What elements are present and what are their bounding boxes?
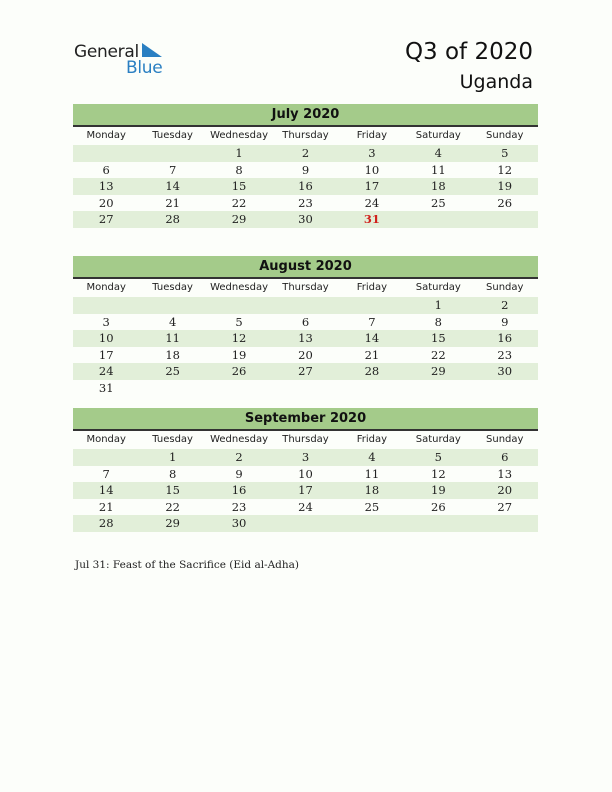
day-cell	[73, 145, 139, 162]
weekday-label: Monday	[86, 130, 126, 141]
day-cell: 14	[364, 331, 380, 346]
day-cell	[472, 211, 538, 228]
day-cell	[139, 380, 205, 397]
weekday-label: Tuesday	[152, 130, 193, 141]
month-calendar-july	[73, 104, 538, 228]
day-cell: 12	[497, 162, 513, 177]
weekday-label: Friday	[356, 282, 388, 293]
week-row	[73, 466, 538, 483]
month-weeks	[73, 297, 538, 397]
day-cell: 10	[98, 331, 114, 346]
month-weeks	[73, 145, 538, 228]
day-cell: 4	[368, 450, 376, 464]
day-cell: 9	[235, 466, 243, 481]
week-row	[73, 297, 538, 314]
day-cell: 8	[168, 466, 177, 481]
week-row	[73, 515, 538, 532]
day-cell	[405, 515, 471, 532]
day-cell: 15	[431, 331, 446, 346]
day-cell: 19	[231, 347, 247, 362]
day-cell: 5	[501, 146, 509, 160]
day-cell: 21	[165, 195, 180, 210]
weekday-label: Friday	[356, 130, 388, 141]
day-cell: 8	[434, 314, 442, 329]
country-name: Uganda	[459, 71, 533, 93]
day-cell: 28	[364, 364, 380, 379]
month-header: September 2020	[73, 408, 538, 431]
day-cell: 23	[231, 499, 247, 514]
day-cell: 25	[165, 364, 180, 379]
day-cell: 3	[102, 314, 110, 329]
day-cell: 21	[364, 347, 380, 362]
day-cell: 2	[301, 146, 310, 160]
day-cell: 20	[298, 347, 313, 362]
month-calendar-august	[73, 256, 538, 397]
weekday-label: Thursday	[282, 434, 329, 445]
day-cell: 23	[497, 347, 513, 362]
day-cell	[272, 515, 338, 532]
day-cell: 18	[431, 179, 446, 194]
day-cell: 6	[102, 162, 110, 177]
holiday-notes	[75, 559, 299, 571]
day-cell: 3	[301, 450, 310, 464]
day-cell: 15	[231, 179, 247, 194]
day-cell: 15	[165, 483, 180, 498]
day-cell: 29	[165, 516, 180, 531]
weekday-label: Sunday	[486, 130, 524, 141]
day-cell	[339, 380, 405, 397]
week-row	[73, 499, 538, 516]
weekday-label: Wednesday	[210, 282, 268, 293]
weekday-label: Thursday	[282, 130, 329, 141]
day-cell: 17	[298, 483, 313, 498]
day-cell: 20	[497, 483, 513, 498]
month-calendar-september	[73, 408, 538, 532]
day-cell: 7	[102, 466, 110, 481]
day-cell: 3	[368, 146, 376, 160]
day-cell	[73, 297, 139, 314]
month-weeks	[73, 449, 538, 532]
week-row	[73, 195, 538, 212]
day-cell	[139, 145, 205, 162]
day-cell	[272, 297, 338, 314]
day-cell: 1	[434, 298, 442, 312]
day-cell: 1	[235, 146, 243, 160]
weekday-label: Saturday	[415, 434, 461, 445]
day-cell: 26	[431, 499, 446, 514]
day-cell: 6	[501, 450, 509, 464]
day-cell: 9	[301, 162, 310, 177]
logo-text-blue: Blue	[126, 58, 163, 78]
week-row	[73, 162, 538, 179]
day-cell: 24	[98, 364, 114, 379]
day-cell	[472, 515, 538, 532]
day-cell	[405, 211, 471, 228]
day-cell: 11	[165, 331, 180, 346]
day-cell: 13	[298, 331, 313, 346]
day-cell: 16	[497, 331, 513, 346]
day-cell: 16	[298, 179, 313, 194]
weekday-label: Tuesday	[152, 282, 193, 293]
weekday-label: Saturday	[415, 282, 461, 293]
day-cell	[73, 449, 139, 466]
day-cell: 4	[168, 314, 177, 329]
day-cell: 29	[231, 212, 247, 227]
day-cell: 22	[431, 347, 446, 362]
weekday-label: Saturday	[415, 130, 461, 141]
day-cell: 26	[231, 364, 247, 379]
weekday-label: Tuesday	[152, 434, 193, 445]
day-cell: 10	[364, 162, 380, 177]
day-cell: 12	[231, 331, 247, 346]
day-cell: 9	[501, 314, 509, 329]
day-cell: 7	[168, 162, 177, 177]
day-cell	[339, 297, 405, 314]
page-title: Q3 of 2020	[404, 39, 533, 65]
day-cell: 11	[431, 162, 446, 177]
week-row	[73, 449, 538, 466]
day-cell: 25	[431, 195, 446, 210]
day-cell: 23	[298, 195, 313, 210]
week-row	[73, 482, 538, 499]
day-cell: 18	[364, 483, 380, 498]
day-cell: 30	[231, 516, 247, 531]
day-cell: 17	[98, 347, 114, 362]
week-row	[73, 145, 538, 162]
day-cell: 17	[364, 179, 380, 194]
day-cell	[472, 380, 538, 397]
day-cell: 27	[497, 499, 513, 514]
day-cell: 8	[235, 162, 243, 177]
week-row	[73, 363, 538, 380]
day-cell: 31	[98, 380, 114, 395]
month-header: August 2020	[73, 256, 538, 279]
weekday-header-row	[73, 279, 538, 297]
day-cell: 28	[165, 212, 180, 227]
day-cell: 28	[98, 516, 114, 531]
weekday-header-row	[73, 127, 538, 145]
day-cell: 13	[497, 466, 513, 481]
weekday-label: Thursday	[282, 282, 329, 293]
day-cell: 27	[298, 364, 313, 379]
day-cell: 11	[364, 466, 380, 481]
day-cell: 14	[98, 483, 114, 498]
day-cell: 19	[497, 179, 513, 194]
day-cell: 24	[364, 195, 380, 210]
day-cell: 2	[501, 298, 509, 312]
weekday-label: Sunday	[486, 282, 524, 293]
day-cell: 1	[168, 450, 177, 464]
day-cell: 18	[165, 347, 180, 362]
day-cell: 24	[298, 499, 313, 514]
weekday-label: Sunday	[486, 434, 524, 445]
day-cell: 14	[165, 179, 180, 194]
day-cell: 20	[98, 195, 114, 210]
weekday-label: Monday	[86, 434, 126, 445]
day-cell: 29	[431, 364, 446, 379]
day-cell: 31	[363, 212, 380, 227]
day-cell	[405, 380, 471, 397]
week-row	[73, 330, 538, 347]
week-row	[73, 178, 538, 195]
weekday-label: Friday	[356, 434, 388, 445]
day-cell	[206, 380, 272, 397]
day-cell: 5	[434, 450, 442, 464]
day-cell	[339, 515, 405, 532]
weekday-label: Wednesday	[210, 434, 268, 445]
day-cell: 26	[497, 195, 513, 210]
weekday-header-row	[73, 431, 538, 449]
day-cell: 22	[231, 195, 247, 210]
day-cell: 30	[298, 212, 313, 227]
holiday-note: Jul 31: Feast of the Sacrifice (Eid al-Adha)	[75, 559, 300, 571]
brand-logo	[74, 42, 174, 78]
day-cell: 5	[235, 314, 243, 329]
day-cell: 21	[98, 499, 114, 514]
day-cell: 6	[301, 314, 310, 329]
day-cell: 4	[434, 146, 442, 160]
week-row	[73, 211, 538, 228]
day-cell: 25	[364, 499, 380, 514]
weekday-label: Monday	[86, 282, 126, 293]
day-cell: 2	[235, 450, 243, 464]
weekday-label: Wednesday	[210, 130, 268, 141]
day-cell: 16	[231, 483, 247, 498]
day-cell	[206, 297, 272, 314]
logo-triangle-icon	[142, 43, 164, 59]
week-row	[73, 347, 538, 364]
month-header: July 2020	[73, 104, 538, 127]
day-cell: 10	[298, 466, 313, 481]
day-cell: 7	[368, 314, 376, 329]
day-cell: 27	[98, 212, 114, 227]
week-row	[73, 314, 538, 331]
logo-text-general: General	[74, 42, 139, 62]
day-cell: 12	[431, 466, 446, 481]
day-cell: 30	[497, 364, 513, 379]
day-cell	[139, 297, 205, 314]
day-cell: 13	[98, 179, 114, 194]
week-row	[73, 380, 538, 397]
day-cell: 19	[431, 483, 446, 498]
day-cell: 22	[165, 499, 180, 514]
day-cell	[272, 380, 338, 397]
